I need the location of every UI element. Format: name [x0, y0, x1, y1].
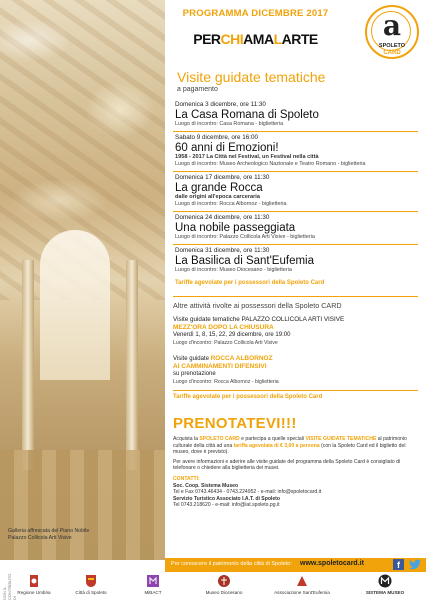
footer-url-link[interactable]: www.spoletocard.it [300, 560, 364, 567]
arch-window [40, 230, 110, 380]
sponsor-sistema-museo: SISTEMA MUSEO [350, 574, 420, 595]
collicola-intro: Visite guidate tematiche PALAZZO COLLICOLA ARTI VISIVE [173, 316, 345, 323]
sponsor-citta-spoleto: Città di Spoleto [74, 574, 108, 595]
collicola-place: Luogo d'incontro: Palazzo Collicola Arti Visive [173, 339, 278, 346]
regione-umbria-icon [27, 574, 41, 588]
logo-letter: a [382, 9, 402, 42]
gallery-photo [0, 0, 165, 560]
event-date: Domenica 3 dicembre, ore 11:30 [175, 101, 266, 108]
sponsor-regione-umbria: Regione Umbria [14, 574, 54, 595]
event-place: Luogo di incontro: Palazzo Collicola Arti Visive - biglietteria [175, 234, 315, 240]
event-date: Domenica 31 dicembre, ore 11:30 [175, 247, 270, 254]
event-place: Luogo di incontro: Museo Diocesano - biglietteria [175, 267, 292, 273]
rocca-highlight-2: AI CAMMINAMENTI DIFENSIVI [173, 363, 267, 370]
column-right [126, 260, 138, 470]
rocca-highlight: ROCCA ALBORNOZ [210, 354, 273, 362]
logo-name: SPOLETO [378, 43, 406, 49]
museo-diocesano-icon [217, 574, 231, 588]
section-subtitle: a pagamento [177, 86, 218, 93]
sponsor-mibact: MiBACT [130, 574, 176, 595]
floor [0, 450, 165, 560]
contact-1-line[interactable]: Tel e Fax 0743.46434 - 0743.224952 - e-mail: info@spoletocard.it [173, 489, 322, 496]
info-paragraph-1: Acquista la SPOLETO CARD e partecipa a quelle speciali VISITE GUIDATE TEMATICHE al patrimonio culturale della città ad una tariffa agevolata di € 3,00 a persona (con la Spoleto Card ed il biglietto del museo, dove è previsto). [173, 436, 407, 456]
event-place: Luogo di incontro: Casa Romana - biglietteria [175, 121, 284, 127]
collicola-highlight: MEZZ'ORA DOPO LA CHIUSURA [173, 324, 274, 331]
info-block [173, 436, 418, 509]
tariff-note: Tariffe agevolate per i possessori della Spoleto Card [175, 280, 325, 286]
twitter-icon[interactable] [409, 559, 421, 570]
sistema-museo-icon [378, 574, 392, 588]
event-title: La Casa Romana di Spoleto [175, 109, 319, 121]
logo-card: CARD [383, 50, 401, 56]
brand-part-arte: ARTE [281, 31, 318, 47]
column-left [22, 260, 34, 470]
brand-part-per: PER [193, 31, 221, 47]
event-place: Luogo di incontro: Museo Archeologico Nazionale e Teatro Romano - biglietteria [175, 161, 366, 167]
event-item [173, 99, 418, 132]
event-date: Domenica 24 dicembre, ore 11:30 [175, 214, 270, 221]
contact-1-name: Soc. Coop. Sistema Museo [173, 482, 239, 489]
brand-part-ama: AMA [243, 31, 274, 47]
photo-caption: Galleria affrescata del Piano Nobile Palazzo Collicola Arti Visive [8, 528, 90, 541]
prenotatevi-title: PRENOTATEVI!!! [173, 415, 297, 432]
contact-2-line[interactable]: Tel 0743.218620 - e-mail: info@iat.spoleto.pg.it [173, 502, 280, 509]
tariff-note-2: Tariffe agevolate per i possessori della Spoleto Card [173, 393, 323, 400]
other-activities [173, 296, 418, 400]
info-paragraph-2: Per avere informazioni e aderire alle visite guidate del programma della Spoleto Card è consigliato di telefonare o chiedere alla biglietteria dei musei. [173, 458, 401, 472]
event-place: Luogo di incontro: Rocca Albornoz - biglietteria [175, 201, 287, 207]
footer-text: Per conoscere il patrimonio della città di Spoleto: [171, 561, 292, 567]
facebook-icon[interactable]: f [393, 559, 404, 570]
sponsor-associazione: Associazione Sant'Eufemia [272, 574, 332, 595]
event-subtitle: dalle origini all'epoca carceraria [175, 194, 260, 200]
event-date: Sabato 9 dicembre, ore 16:00 [175, 134, 258, 141]
event-item [173, 245, 418, 277]
rocca-place: Luogo d'incontro: Rocca Albornoz - biglietteria [173, 378, 279, 385]
brand-part-chi: CHI [220, 31, 244, 47]
twitter-bird-icon [409, 559, 421, 570]
contacts-label: CONTATTI: [173, 475, 200, 482]
event-list [173, 99, 418, 286]
program-title: PROGRAMMA DICEMBRE 2017 [182, 8, 329, 19]
collicola-dates: Venerdì 1, 8, 15, 22, 29 dicembre, ore 19:00 [173, 332, 291, 338]
mibact-icon [146, 574, 160, 588]
event-date: Domenica 17 dicembre, ore 11:30 [175, 174, 270, 181]
other-activities-title: Altre attività rivolte ai possessori della Spoleto CARD [173, 301, 342, 310]
contact-2-name: Servizio Turistico Associato I.A.T. di Spoleto [173, 495, 280, 502]
content-column [165, 0, 426, 560]
event-item [173, 172, 418, 212]
sponsor-museo-diocesano: Museo Diocesano [196, 574, 252, 595]
spoleto-card-logo [365, 5, 415, 65]
spoleto-crest-icon [84, 574, 98, 588]
event-subtitle: 1958 - 2017 La Città nel Festival, un Festival nella città [175, 154, 319, 160]
event-item [173, 212, 418, 245]
rocca-intro [173, 355, 418, 364]
sponsor-strip [0, 572, 426, 600]
rocca-booking: su prenotazione [173, 371, 216, 377]
section-title: Visite guidate tematiche [177, 69, 326, 85]
footer-bar [165, 558, 426, 572]
event-title: 60 anni di Emozioni! [175, 142, 279, 154]
rocca-intro-text: Visite guidate [173, 355, 209, 362]
event-title: La grande Rocca [175, 182, 263, 194]
brand-part-l: L [273, 31, 282, 47]
event-title: Una nobile passeggiata [175, 222, 296, 234]
brand-title [173, 31, 338, 47]
event-title: La Basilica di Sant'Eufemia [175, 255, 314, 267]
associazione-icon [295, 574, 309, 588]
event-item [173, 132, 418, 172]
sponsor-strip-label: CON IL CONTRIBUTO DI [2, 573, 17, 600]
